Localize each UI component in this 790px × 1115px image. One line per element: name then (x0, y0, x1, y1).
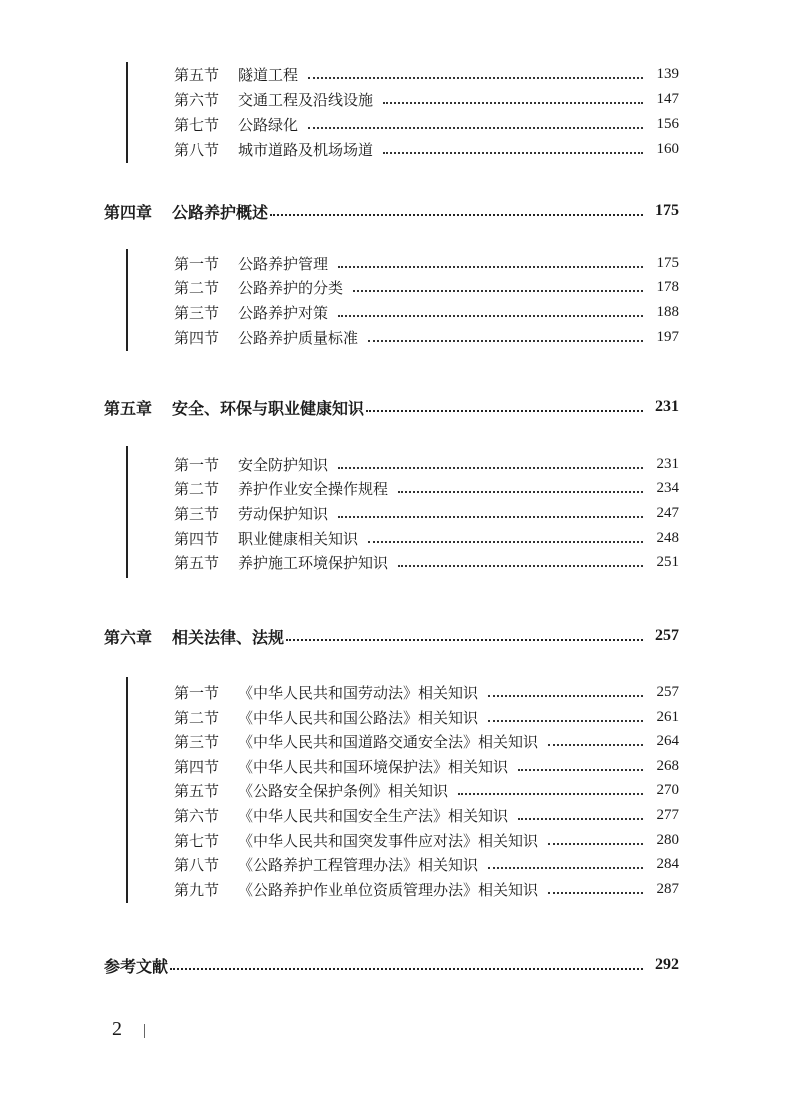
toc-section-entry[interactable] (174, 877, 679, 901)
section-title: 《中华人民共和国突发事件应对法》相关知识 (238, 831, 539, 850)
section-title: 公路养护的分类 (238, 278, 344, 297)
section-number: 第六节 (174, 806, 220, 825)
toc-chapter-5[interactable] (104, 395, 679, 419)
dot-leader (308, 75, 643, 79)
section-page: 156 (656, 115, 679, 132)
section-title: 公路养护对策 (238, 303, 329, 322)
section-page: 231 (656, 455, 679, 472)
section-page: 147 (656, 90, 679, 107)
dot-leader (458, 791, 643, 795)
section-page: 247 (656, 504, 679, 521)
group-bar (126, 446, 128, 578)
chapter-number: 第五章 (104, 398, 153, 418)
toc-chapter-6[interactable] (104, 624, 679, 648)
section-number: 第七节 (174, 831, 220, 850)
section-number: 第九节 (174, 880, 220, 899)
toc-section-entry[interactable] (174, 754, 679, 778)
chapter-number: 第四章 (104, 202, 153, 222)
section-title: 公路养护质量标准 (238, 328, 359, 347)
section-page: 287 (656, 880, 679, 897)
group-bar (126, 62, 128, 163)
toc-section-entry[interactable] (174, 852, 679, 876)
toc-section-entry[interactable] (174, 476, 679, 500)
chapter-page: 257 (655, 627, 679, 644)
section-title: 养护作业安全操作规程 (238, 479, 389, 498)
section-number: 第一节 (174, 683, 220, 702)
chapter-page: 175 (655, 202, 679, 219)
section-title: 《中华人民共和国劳动法》相关知识 (238, 683, 479, 702)
section-number: 第五节 (174, 781, 220, 800)
references-page: 292 (655, 956, 679, 973)
toc-section-entry[interactable] (174, 62, 679, 86)
dot-leader (548, 841, 643, 845)
dot-leader (488, 718, 643, 722)
toc-chapter-4[interactable] (104, 199, 679, 223)
section-page: 270 (656, 781, 679, 798)
section-number: 第四节 (174, 529, 220, 548)
section-number: 第四节 (174, 328, 220, 347)
dot-leader (488, 865, 643, 869)
group-bar (126, 677, 128, 903)
dot-leader (338, 465, 643, 469)
section-page: 284 (656, 855, 679, 872)
section-page: 160 (656, 140, 679, 157)
section-title: 《中华人民共和国公路法》相关知识 (238, 708, 479, 727)
section-number: 第五节 (174, 553, 220, 572)
chapter-page: 231 (655, 398, 679, 415)
toc-section-entry[interactable] (174, 680, 679, 704)
section-title: 公路养护管理 (238, 254, 329, 273)
section-page: 175 (656, 254, 679, 271)
toc-section-entry[interactable] (174, 550, 679, 574)
section-title: 养护施工环境保护知识 (238, 553, 389, 572)
toc-section-entry[interactable] (174, 828, 679, 852)
chapter-number: 第六章 (104, 627, 153, 647)
toc-section-entry[interactable] (174, 526, 679, 550)
section-title: 职业健康相关知识 (238, 529, 359, 548)
toc-section-entry[interactable] (174, 778, 679, 802)
toc-section-entry[interactable] (174, 137, 679, 161)
section-page: 248 (656, 529, 679, 546)
section-number: 第二节 (174, 278, 220, 297)
section-page: 257 (656, 683, 679, 700)
section-page: 261 (656, 708, 679, 725)
section-number: 第三节 (174, 732, 220, 751)
section-title: 城市道路及机场场道 (238, 140, 374, 159)
section-title: 《中华人民共和国安全生产法》相关知识 (238, 806, 509, 825)
section-title: 公路绿化 (238, 115, 299, 134)
group-bar (126, 249, 128, 351)
section-number: 第一节 (174, 254, 220, 273)
dot-leader (548, 890, 643, 894)
section-number: 第二节 (174, 708, 220, 727)
section-number: 第六节 (174, 90, 220, 109)
dot-leader (488, 693, 643, 697)
section-page: 277 (656, 806, 679, 823)
page-number: 2 (112, 1018, 122, 1040)
section-number: 第八节 (174, 855, 220, 874)
section-page: 139 (656, 65, 679, 82)
toc-section-entry[interactable] (174, 501, 679, 525)
toc-section-entry[interactable] (174, 325, 679, 349)
toc-section-entry[interactable] (174, 705, 679, 729)
dot-leader (366, 408, 643, 412)
dot-leader (338, 514, 643, 518)
dot-leader (338, 313, 643, 317)
dot-leader (170, 966, 643, 970)
section-title: 交通工程及沿线设施 (238, 90, 374, 109)
dot-leader (398, 563, 643, 567)
section-title: 《公路养护作业单位资质管理办法》相关知识 (238, 880, 539, 899)
toc-section-entry[interactable] (174, 452, 679, 476)
section-number: 第八节 (174, 140, 220, 159)
section-page: 264 (656, 732, 679, 749)
section-number: 第五节 (174, 65, 220, 84)
footer-divider (144, 1024, 145, 1038)
dot-leader (518, 816, 643, 820)
toc-section-entry[interactable] (174, 803, 679, 827)
section-page: 234 (656, 479, 679, 496)
section-title: 《公路安全保护条例》相关知识 (238, 781, 449, 800)
section-number: 第三节 (174, 504, 220, 523)
section-title: 《公路养护工程管理办法》相关知识 (238, 855, 479, 874)
section-page: 188 (656, 303, 679, 320)
toc-section-entry[interactable] (174, 275, 679, 299)
section-number: 第一节 (174, 455, 220, 474)
toc-references[interactable] (104, 953, 679, 977)
toc-section-entry[interactable] (174, 300, 679, 324)
section-number: 第二节 (174, 479, 220, 498)
chapter-title: 安全、环保与职业健康知识 (172, 398, 365, 418)
dot-leader (383, 150, 643, 154)
dot-leader (368, 338, 643, 342)
dot-leader (548, 742, 643, 746)
dot-leader (270, 212, 643, 216)
dot-leader (368, 539, 643, 543)
section-number: 第四节 (174, 757, 220, 776)
dot-leader (308, 125, 643, 129)
dot-leader (338, 264, 643, 268)
section-title: 《中华人民共和国道路交通安全法》相关知识 (238, 732, 539, 751)
dot-leader (286, 637, 643, 641)
chapter-title: 公路养护概述 (172, 202, 269, 222)
chapter-title: 相关法律、法规 (172, 627, 285, 647)
dot-leader (383, 100, 643, 104)
section-number: 第七节 (174, 115, 220, 134)
section-page: 251 (656, 553, 679, 570)
section-title: 隧道工程 (238, 65, 299, 84)
section-number: 第三节 (174, 303, 220, 322)
dot-leader (398, 489, 643, 493)
section-page: 178 (656, 278, 679, 295)
section-title: 《中华人民共和国环境保护法》相关知识 (238, 757, 509, 776)
section-page: 280 (656, 831, 679, 848)
toc-section-entry[interactable] (174, 251, 679, 275)
toc-section-entry[interactable] (174, 112, 679, 136)
section-page: 268 (656, 757, 679, 774)
toc-section-entry[interactable] (174, 87, 679, 111)
section-title: 安全防护知识 (238, 455, 329, 474)
dot-leader (353, 288, 643, 292)
references-title: 参考文献 (104, 956, 169, 976)
dot-leader (518, 767, 643, 771)
section-title: 劳动保护知识 (238, 504, 329, 523)
section-page: 197 (656, 328, 679, 345)
toc-section-entry[interactable] (174, 729, 679, 753)
